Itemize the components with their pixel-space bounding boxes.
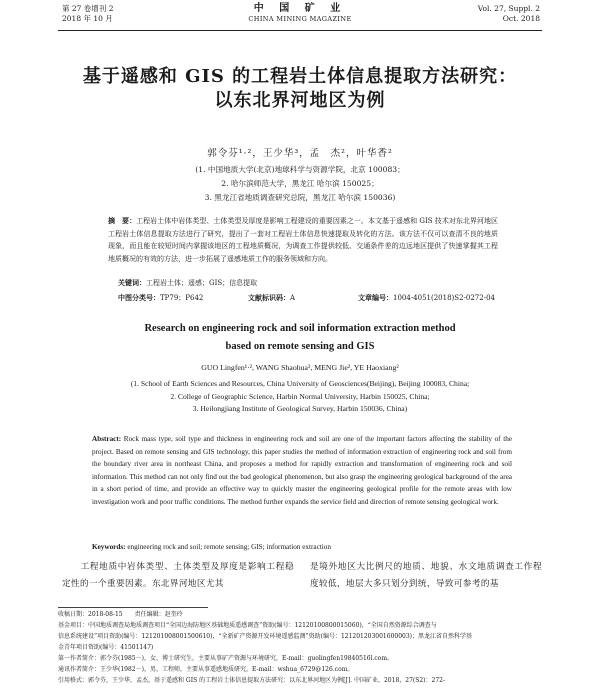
keywords-en <box>92 543 512 551</box>
keywords-cn-text: 工程岩土体；遥感；GIS；信息提取 <box>146 279 258 287</box>
classification-row <box>118 293 508 303</box>
affiliation-cn-1: (1. 中国地质大学(北京)地球科学与资源学院，北京 100083； <box>195 165 405 174</box>
footnote-funding: 基金项目：中国地质调查局地质调查项目“全国边海防地区基础地质遥感调查”资助(编号：12120100800015060)，“全国自然资源综合调查与 <box>58 622 437 629</box>
footnote-received: 收稿日期：2018-08-15 责任编辑：赵奎玲 <box>58 611 183 618</box>
keywords-en-label: Keywords: <box>92 543 126 551</box>
keywords-en-text: engineering rock and soil; remote sensing; GIS; information extraction <box>127 543 331 551</box>
volume-cn: 第 27 卷增刊 2 <box>62 4 114 13</box>
title-cn <box>0 65 600 113</box>
authors-cn: 郭令芬¹·²，王少华³，孟 杰²，叶华香² <box>207 148 393 159</box>
footnote-corresponding-author: 通讯作者简介：王少华(1982－)，男，工程师，主要从事遥感地质研究，E-mail：wshua_6729@126.com。 <box>58 666 354 673</box>
clc-label: 中图分类号： <box>118 293 160 302</box>
date-en: Oct. 2018 <box>502 14 540 23</box>
header-divider <box>58 30 542 31</box>
abstract-en-text: Rock mass type, soil type and thickness in engineering rock and soil are one of the important factors affecting the stability of the project. Based on remote sensing and GIS technology, this paper studies the method of information extraction of engineering rock and soil from the boundary river area in northeast China, and proposes a method for rapidly extraction and transformation of engineering rock and soil information. This method can not only find out the bad geological phenomenon, but also grasp the engineering geological background of the area in a short period of time, and provide an effective way to quickly master the engineering geological profile for the remote areas with low investigation work and poor traffic conditions. The method further expands the service field and direction of remote sensing geological work. <box>92 435 512 506</box>
doc-code-label: 文献标识码： <box>248 293 290 302</box>
title-en-line1: Research on engineering rock and soil information extraction method <box>144 323 456 334</box>
footnotes <box>58 609 542 686</box>
header-left <box>62 4 113 24</box>
header-right <box>478 4 540 24</box>
footnote-funding-cont: 信息系统建设”项目资助(编号：121201008001500610)，“全新矿产资源开发环境遥感监测”资助(编号：121201203001600003)；黑龙江省自然科学基 <box>58 633 472 640</box>
body-column-left: 工程地质中岩体类型、土体类型及厚度是影响工程稳定性的一个重要因素。东北界河地区尤其 <box>62 562 294 589</box>
keywords-cn <box>118 278 257 288</box>
article-no-value: 1004-4051(2018)S2-0272-04 <box>393 294 495 302</box>
keywords-cn-label: 关键词： <box>118 278 146 287</box>
body-column-right: 是境外地区大比例尺的地质、地貌、水文地质调查工作程度较低，地层大多只划分到统，导致可参考的基 <box>310 562 542 589</box>
title-en <box>0 320 600 356</box>
volume-en: Vol. 27, Suppl. 2 <box>477 4 540 13</box>
title-cn-line1: 基于遥感和 GIS 的工程岩土体信息提取方法研究： <box>82 66 518 87</box>
affiliation-en-2: 2. College of Geographic Science, Harbin Normal University, Harbin 150025, China; <box>170 391 430 401</box>
abstract-en <box>92 433 512 509</box>
affiliation-cn-3: 3. 黑龙江省地质调查研究总院，黑龙江 哈尔滨 150036) <box>204 193 396 202</box>
title-cn-line2: 以东北界河地区为例 <box>214 90 386 111</box>
abstract-cn-label: 摘 要： <box>108 216 137 225</box>
affiliation-en-1: (1. School of Earth Sciences and Resources, China University of Geosciences(Beijing), Beijing 100083, China; <box>130 379 470 388</box>
journal-name-en: CHINA MINING MAGAZINE <box>248 15 352 23</box>
affiliations-cn <box>0 163 600 205</box>
title-en-line2: based on remote sensing and GIS <box>225 341 375 352</box>
abstract-en-label: Abstract: <box>92 435 122 443</box>
footnote-funding-cont2: 金青年项目资助(编号：41501147) <box>58 644 154 651</box>
authors-en: GUO Lingfen¹·², WANG Shaohua³, MENG Jie², YE Haoxiang² <box>201 363 399 372</box>
abstract-cn <box>108 215 498 265</box>
page-header <box>0 0 600 32</box>
footnote-citation: 引用格式：郭令芬，王少华，孟杰，基于遥感和 GIS 的工程岩土体信息提取方法研究：以东北界河地区为例[J]. 中国矿业，2018，27(S2)：272- <box>58 677 445 684</box>
journal-name-cn: 中 国 矿 业 <box>253 3 347 14</box>
abstract-cn-text: 工程岩土体中岩体类型、土体类型及厚度是影响工程建设的重要因素之一。本文基于遥感和 GIS 技术对东北界河地区工程岩土体信息提取方法进行了研究，提出了一套对工程岩土体信息快速提取及转化的方法。该方法不仅可以查清不良的地质现象，而且能在较短时间内掌握该地区的工程地质概况，为调查工作提供较低、交通条件差的边远地区提供了快速掌握其工程地质概况的有效的方法，进一步拓展了遥感地质工作的服务领域和方向。 <box>108 217 498 263</box>
doc-code-value: A <box>290 294 296 302</box>
affiliations-en <box>0 378 600 416</box>
clc-value: TP79；P642 <box>160 294 204 302</box>
footnote-first-author: 第一作者简介：郭令芬(1985－)，女，博士研究生，主要从事矿产资源与环境研究，E-mail：guolingfen19840516l.com。 <box>58 655 394 662</box>
date-cn: 2018 年 10 月 <box>62 14 113 23</box>
article-no-label: 文章编号： <box>358 293 393 302</box>
affiliation-cn-2: 2. 哈尔滨师范大学，黑龙江 哈尔滨 150025； <box>221 179 379 188</box>
journal-name <box>200 3 400 24</box>
affiliation-en-3: 3. Heilongjiang Institute of Geological Survey, Harbin 150036, China) <box>192 404 408 413</box>
footnote-divider <box>58 607 208 608</box>
